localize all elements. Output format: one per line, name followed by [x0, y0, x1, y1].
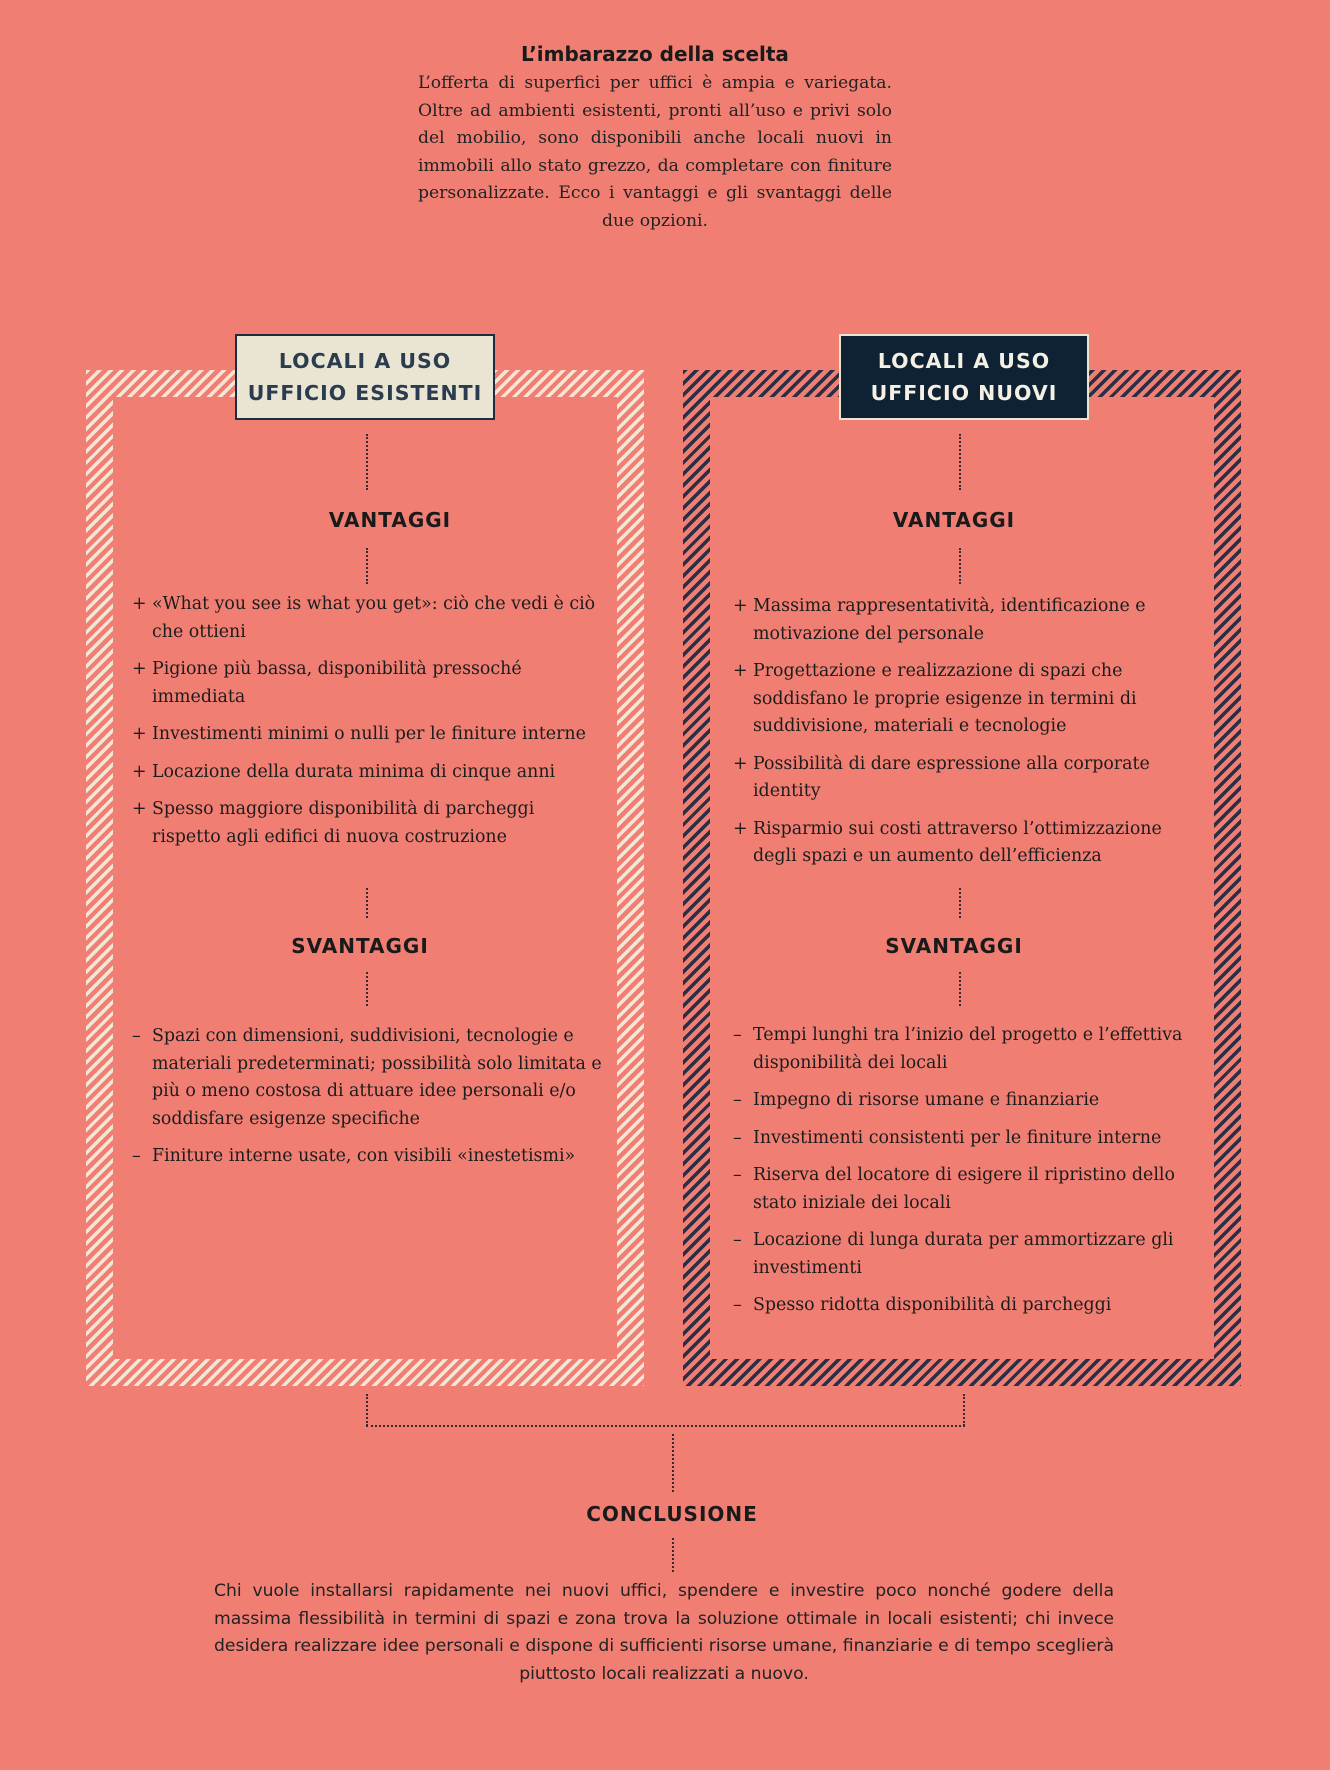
- list-item: [132, 1143, 606, 1171]
- list-item: [132, 759, 602, 787]
- plus-marker: +: [132, 724, 147, 744]
- plus-marker: +: [132, 761, 147, 782]
- list-item: [733, 1292, 1201, 1320]
- plus-marker: +: [733, 596, 748, 616]
- connector-right-disadv: [959, 972, 961, 1006]
- list-item-text: Massima rappresentatività, identificazione e motivazione del personale: [753, 596, 1146, 644]
- list-item-text: Finiture interne usate, con visibili «inestetismi»: [152, 1146, 576, 1166]
- connector-left-disadv: [366, 972, 368, 1006]
- list-item: [132, 591, 602, 646]
- list-item: [733, 1162, 1201, 1217]
- list-item-text: Impegno di risorse umane e finanziarie: [753, 1090, 1100, 1110]
- minus-marker: –: [733, 1165, 742, 1185]
- right-disadvantages-list: [733, 1022, 1201, 1330]
- plus-marker: +: [733, 753, 748, 774]
- minus-marker: –: [733, 1295, 742, 1315]
- list-item: [132, 721, 602, 749]
- list-item: [733, 816, 1199, 871]
- right-advantages-list: [733, 593, 1199, 881]
- list-item-text: Tempi lunghi tra l’inizio del progetto e l’effettiva disponibilità dei locali: [753, 1025, 1183, 1073]
- page-title: L’imbarazzo della scelta: [521, 42, 789, 66]
- connector-right-label: [959, 434, 961, 490]
- left-advantages-heading: VANTAGGI: [328, 508, 452, 532]
- list-item-text: Locazione della durata minima di cinque anni: [152, 761, 556, 782]
- list-item: [733, 751, 1199, 806]
- left-disadvantages-heading: SVANTAGGI: [291, 934, 429, 958]
- list-item: [733, 1227, 1201, 1282]
- right-advantages-heading: VANTAGGI: [892, 508, 1016, 532]
- list-item-text: Spesso maggiore disponibilità di parcheggi rispetto agli edifici di nuova costruzione: [152, 799, 535, 847]
- list-item-text: Spazi con dimensioni, suddivisioni, tecnologie e materiali predeterminati; possibilità solo limitata e più o meno costosa di attuare idee personali e/o soddisfare esigenze specifiche: [152, 1026, 602, 1129]
- connector-conclusion-text: [672, 1538, 674, 1572]
- list-item: [733, 658, 1199, 741]
- list-item: [733, 593, 1199, 648]
- conclusion-text: Chi vuole installarsi rapidamente nei nuovi uffici, spendere e investire poco nonché godere della massima flessibilità in termini di spazi e zona trova la soluzione ottimale in locali esistenti; chi invece desidera realizzare idee personali e dispone di sufficienti risorse umane, finanziarie e di tempo sceglierà piuttosto locali realizzati a nuovo.: [214, 1581, 1114, 1684]
- list-item: [132, 1023, 606, 1133]
- connector-merge-right: [963, 1394, 965, 1426]
- list-item: [132, 656, 602, 711]
- right-disadvantages-heading: SVANTAGGI: [885, 934, 1023, 958]
- connector-left-adv-end: [366, 888, 368, 918]
- left-disadvantages-list: [132, 1023, 606, 1181]
- conclusion-heading: CONCLUSIONE: [586, 1502, 758, 1526]
- intro: [418, 42, 892, 235]
- list-item: [733, 1022, 1201, 1077]
- plus-marker: +: [733, 661, 748, 681]
- connector-merge-horizontal: [366, 1425, 965, 1427]
- plus-marker: +: [132, 594, 147, 614]
- list-item-text: Investimenti consistenti per le finiture interne: [753, 1127, 1162, 1148]
- list-item-text: Locazione di lunga durata per ammortizzare gli investimenti: [753, 1230, 1174, 1278]
- minus-marker: –: [733, 1127, 742, 1148]
- minus-marker: –: [132, 1146, 141, 1166]
- minus-marker: –: [132, 1026, 141, 1046]
- plus-marker: +: [132, 659, 147, 679]
- list-item: [733, 1087, 1201, 1115]
- minus-marker: –: [733, 1230, 742, 1250]
- connector-left-adv: [366, 548, 368, 584]
- existing-offices-label: LOCALI A USO UFFICIO ESISTENTI: [235, 334, 495, 420]
- minus-marker: –: [733, 1025, 742, 1045]
- list-item: [733, 1125, 1201, 1153]
- connector-merge-left: [366, 1394, 368, 1426]
- list-item-text: Risparmio sui costi attraverso l’ottimizzazione degli spazi e un aumento dell’efficienza: [753, 818, 1162, 866]
- connector-to-conclusion: [672, 1434, 674, 1492]
- connector-right-adv-end: [959, 888, 961, 918]
- left-advantages-list: [132, 591, 602, 861]
- list-item-text: Riserva del locatore di esigere il ripristino dello stato iniziale dei locali: [753, 1165, 1175, 1213]
- minus-marker: –: [733, 1090, 742, 1110]
- plus-marker: +: [132, 799, 147, 819]
- list-item-text: «What you see is what you get»: ciò che vedi è ciò che ottieni: [152, 594, 596, 642]
- intro-text: L’offerta di superfici per uffici è ampia e variegata. Oltre ad ambienti esistenti, pronti all’uso e privi solo del mobilio, sono disponibili anche locali nuovi in immobili allo stato grezzo, da completare con finiture personalizzate. Ecco i vantaggi e gli svantaggi delle due opzioni.: [418, 73, 892, 231]
- list-item-text: Pigione più bassa, disponibilità pressoché immediata: [152, 659, 522, 707]
- connector-right-adv: [959, 548, 961, 584]
- list-item-text: Possibilità di dare espressione alla corporate identity: [753, 753, 1150, 801]
- list-item-text: Spesso ridotta disponibilità di parcheggi: [753, 1295, 1112, 1315]
- new-offices-label: LOCALI A USO UFFICIO NUOVI: [839, 334, 1089, 420]
- list-item: [132, 796, 602, 851]
- plus-marker: +: [733, 818, 748, 839]
- list-item-text: Investimenti minimi o nulli per le finiture interne: [152, 724, 586, 744]
- connector-left-label: [366, 434, 368, 490]
- existing-offices-panel-inner: [113, 397, 617, 1359]
- list-item-text: Progettazione e realizzazione di spazi che soddisfano le proprie esigenze in termini di suddivisione, materiali e tecnologie: [753, 661, 1137, 736]
